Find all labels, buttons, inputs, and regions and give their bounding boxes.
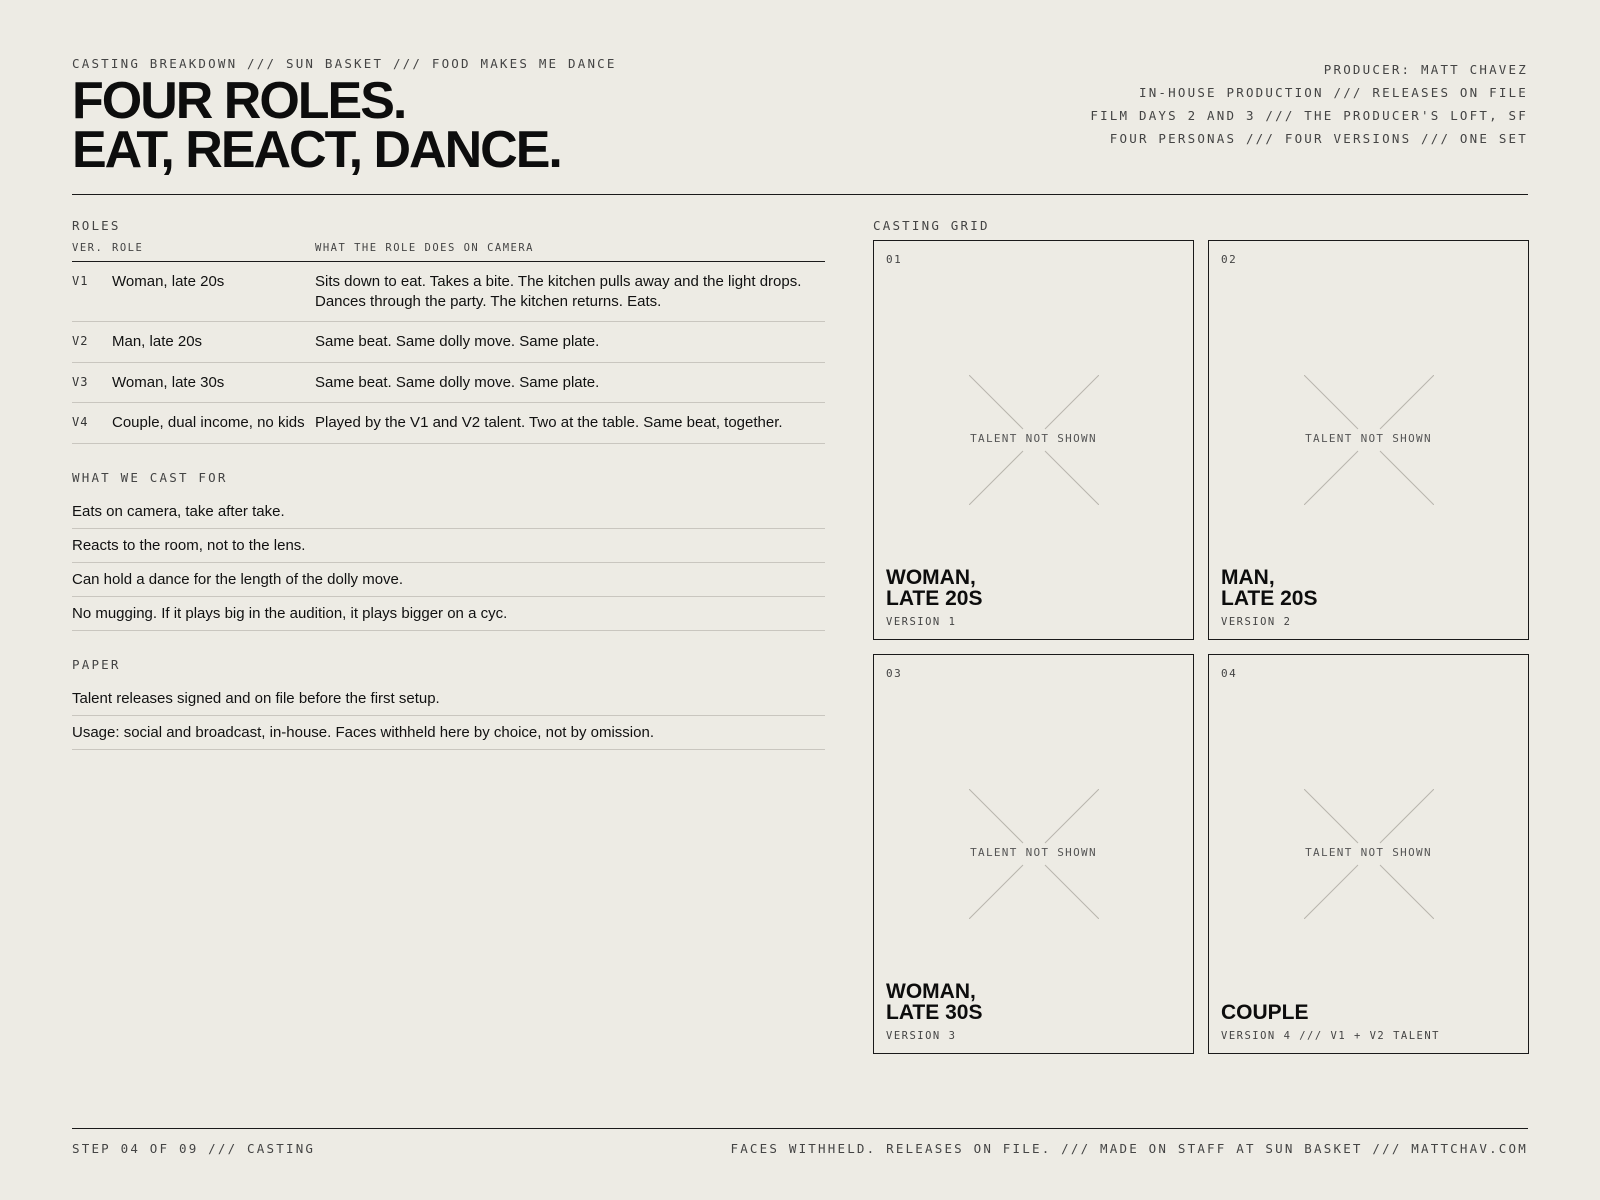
- casting-grid-label: CASTING GRID: [873, 218, 990, 233]
- casting-card: [1208, 654, 1529, 1054]
- cast-for-list: [72, 495, 825, 631]
- kicker: CASTING BREAKDOWN /// SUN BASKET /// FOOD MAKES ME DANCE: [72, 56, 617, 71]
- role-name: Woman, late 20s: [112, 273, 225, 290]
- meta-line: PRODUCER: MATT CHAVEZ: [1323, 62, 1528, 77]
- cast-for-section: [72, 470, 825, 631]
- col-header-ver: VER.: [72, 242, 104, 254]
- roles-label: ROLES: [72, 218, 121, 233]
- list-item: No mugging. If it plays big in the audition, it plays bigger on a cyc.: [72, 597, 825, 631]
- card-number: 04: [1221, 667, 1238, 680]
- card-number: 02: [1221, 253, 1238, 266]
- list-item: Reacts to the room, not to the lens.: [72, 529, 825, 563]
- list-item: Usage: social and broadcast, in-house. Faces withheld here by choice, not by omission.: [72, 716, 825, 750]
- table-row: [72, 403, 825, 444]
- paper-label: PAPER: [72, 656, 121, 672]
- card-number: 01: [886, 253, 903, 266]
- card-version: VERSION 1: [886, 616, 957, 628]
- role-name: Man, late 20s: [112, 333, 203, 350]
- placeholder-label: TALENT NOT SHOWN: [1305, 432, 1432, 445]
- role-name: Couple, dual income, no kids: [112, 414, 305, 431]
- card-number: 03: [886, 667, 903, 680]
- table-row: [72, 322, 825, 363]
- role-description: Sits down to eat. Takes a bite. The kitchen pulls away and the light drops. Dances through the party. The kitchen returns. Eats.: [315, 273, 802, 310]
- title-line-2: EAT, REACT, DANCE.: [72, 121, 561, 179]
- role-description: Same beat. Same dolly move. Same plate.: [315, 333, 600, 350]
- role-version: V4: [72, 415, 89, 429]
- title-line-1: FOUR ROLES.: [72, 72, 406, 130]
- role-name: Woman, late 30s: [112, 373, 225, 391]
- meta-line: IN-HOUSE PRODUCTION /// RELEASES ON FILE: [1138, 85, 1528, 100]
- role-description: Same beat. Same dolly move. Same plate.: [315, 373, 600, 391]
- paper-list: [72, 682, 825, 750]
- header-divider: [72, 194, 1528, 195]
- footer-step: STEP 04 OF 09 /// CASTING: [72, 1141, 316, 1156]
- role-description: Played by the V1 and V2 talent. Two at the table. Same beat, together.: [315, 414, 783, 431]
- casting-card: [873, 240, 1194, 640]
- casting-card: [873, 654, 1194, 1054]
- card-role-name: WOMAN, LATE 30S: [886, 980, 983, 1024]
- placeholder-label: TALENT NOT SHOWN: [970, 846, 1097, 859]
- placeholder-label: TALENT NOT SHOWN: [1305, 846, 1432, 859]
- col-header-desc: WHAT THE ROLE DOES ON CAMERA: [315, 242, 535, 254]
- role-version: V3: [72, 374, 89, 389]
- role-version: V2: [72, 334, 89, 348]
- list-item: Can hold a dance for the length of the dolly move.: [72, 563, 825, 597]
- table-row: [72, 262, 825, 322]
- role-version: V1: [72, 274, 89, 288]
- table-row: [72, 363, 825, 404]
- list-item: Eats on camera, take after take.: [72, 495, 825, 529]
- card-version: VERSION 4 /// V1 + V2 TALENT: [1221, 1030, 1441, 1042]
- footer-credits: FACES WITHHELD. RELEASES ON FILE. /// MADE ON STAFF AT SUN BASKET /// MATTCHAV.COM: [730, 1141, 1528, 1156]
- left-column: [72, 218, 825, 750]
- production-meta: [1090, 58, 1528, 150]
- col-header-role: ROLE: [112, 242, 144, 254]
- footer-divider: [72, 1128, 1528, 1129]
- list-item: Talent releases signed and on file before the first setup.: [72, 682, 825, 716]
- card-role-name: COUPLE: [1221, 1001, 1309, 1024]
- casting-card: [1208, 240, 1529, 640]
- meta-line: FOUR PERSONAS /// FOUR VERSIONS /// ONE SET: [1109, 131, 1528, 146]
- roles-table-header: [72, 242, 825, 262]
- placeholder-label: TALENT NOT SHOWN: [970, 432, 1097, 445]
- roles-table: [72, 262, 825, 444]
- page-header: [72, 56, 1528, 196]
- paper-section: [72, 657, 825, 750]
- card-role-name: MAN, LATE 20S: [1221, 566, 1318, 610]
- card-version: VERSION 2: [1221, 616, 1292, 628]
- meta-line: FILM DAYS 2 AND 3 /// THE PRODUCER'S LOFT, SF: [1090, 108, 1528, 123]
- cast-for-label: WHAT WE CAST FOR: [72, 469, 228, 485]
- card-version: VERSION 3: [886, 1030, 957, 1042]
- card-role-name: WOMAN, LATE 20S: [886, 566, 983, 610]
